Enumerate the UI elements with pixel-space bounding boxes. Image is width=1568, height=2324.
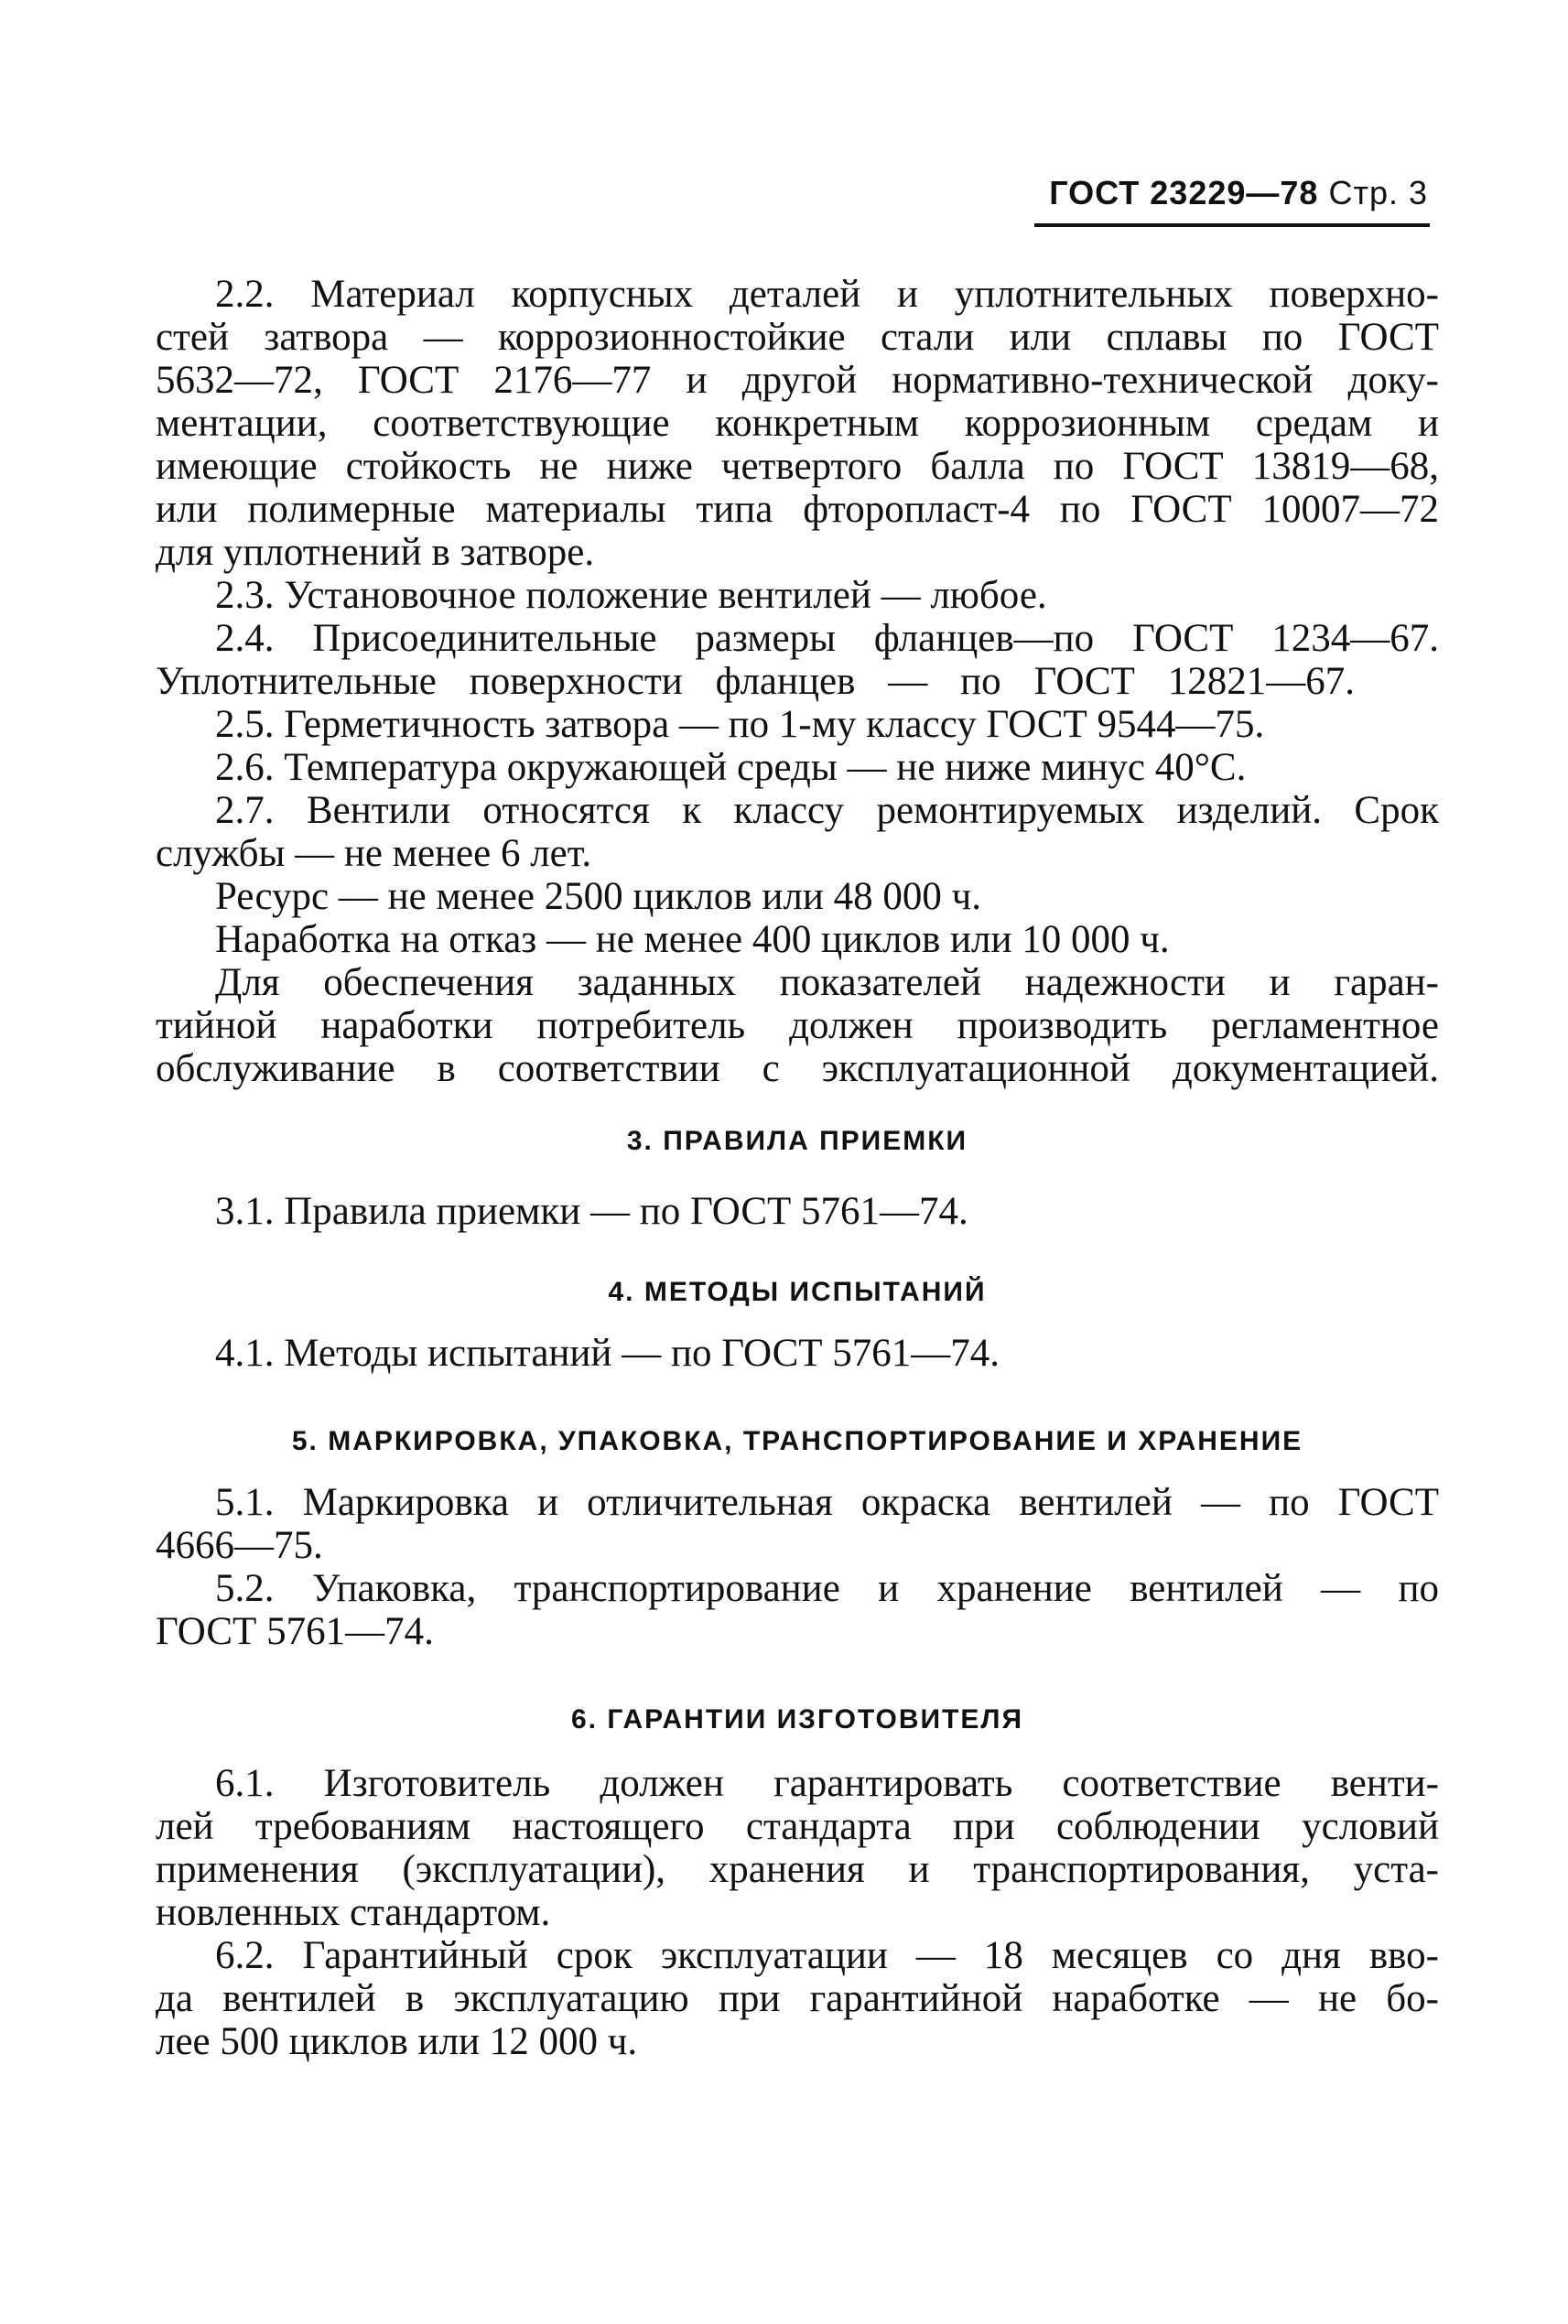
para-4-1: 4.1. Методы испытаний — по ГОСТ 5761—74. — [215, 1332, 1000, 1375]
para-2-7-line: 2.7. Вентили относятся к классу ремонтируемых изделий. Срок — [215, 789, 1439, 832]
para-6-1-line: новленных стандартом. — [156, 1891, 551, 1934]
para-6-2-line: 6.2. Гарантийный срок эксплуатации — 18 месяцев со дня вво- — [215, 1934, 1439, 1977]
header-rule — [1034, 223, 1430, 227]
para-2-5: 2.5. Герметичность затвора — по 1-му классу ГОСТ 9544—75. — [215, 703, 1265, 746]
reliability-line: обслуживание в соответствии с эксплуатационной документацией. — [156, 1047, 1439, 1090]
para-2-2-line: стей затвора — коррозионностойкие стали или сплавы по ГОСТ — [156, 316, 1439, 359]
para-6-1-line: применения (эксплуатации), хранения и транспортирования, уста- — [156, 1848, 1439, 1891]
para-5-1-line: 4666—75. — [156, 1524, 323, 1567]
section-6-heading: 6. ГАРАНТИИ ИЗГОТОВИТЕЛЯ — [570, 1704, 1023, 1735]
para-6-1-line: лей требованиям настоящего стандарта при соблюдении условий — [156, 1805, 1439, 1848]
para-2-4-line: 2.4. Присоединительные размеры фланцев—по ГОСТ 1234—67. — [215, 617, 1439, 660]
para-2-2-line: ментации, соответствующие конкретным коррозионным средам и — [156, 402, 1439, 445]
standard-number: ГОСТ 23229—78 — [1049, 174, 1319, 211]
section-5-heading: 5. МАРКИРОВКА, УПАКОВКА, ТРАНСПОРТИРОВАНИЕ И ХРАНЕНИЕ — [291, 1426, 1303, 1456]
para-5-2-line: 5.2. Упаковка, транспортирование и хранение вентилей — по — [215, 1567, 1439, 1610]
para-2-2-line: 2.2. Материал корпусных деталей и уплотнительных поверхно- — [215, 273, 1439, 316]
para-2-6: 2.6. Температура окружающей среды — не ниже минус 40°С. — [215, 746, 1247, 789]
para-2-2-line: 5632—72, ГОСТ 2176—77 и другой нормативно-технической доку- — [156, 359, 1439, 402]
section-4-heading: 4. МЕТОДЫ ИСПЫТАНИЙ — [608, 1277, 987, 1307]
para-2-3: 2.3. Установочное положение вентилей — любое. — [215, 574, 1047, 617]
reliability-line: Для обеспечения заданных показателей надежности и гаран- — [215, 961, 1439, 1004]
para-2-4-line: Уплотнительные поверхности фланцев — по ГОСТ 12821—67. — [156, 660, 1355, 703]
resource-line: Ресурс — не менее 2500 циклов или 48 000 ч. — [215, 875, 981, 918]
page-header — [1034, 174, 1428, 212]
para-6-1-line: 6.1. Изготовитель должен гарантировать соответствие венти- — [215, 1762, 1439, 1805]
reliability-line: тийной наработки потребитель должен производить регламентное — [156, 1004, 1439, 1047]
para-5-2-line: ГОСТ 5761—74. — [156, 1610, 434, 1653]
mtbf-line: Наработка на отказ — не менее 400 циклов или 10 000 ч. — [215, 918, 1170, 961]
para-2-2-line: или полимерные материалы типа фторопласт-4 по ГОСТ 10007—72 — [156, 488, 1439, 531]
para-6-2-line: лее 500 циклов или 12 000 ч. — [156, 2020, 638, 2063]
section-3-heading: 3. ПРАВИЛА ПРИЕМКИ — [626, 1126, 968, 1156]
para-3-1: 3.1. Правила приемки — по ГОСТ 5761—74. — [215, 1190, 968, 1233]
para-2-2-line: для уплотнений в затворе. — [156, 531, 595, 574]
para-2-2-line: имеющие стойкость не ниже четвертого балла по ГОСТ 13819—68, — [156, 445, 1439, 488]
para-6-2-line: да вентилей в эксплуатацию при гарантийной наработке — не бо- — [156, 1977, 1439, 2020]
page-number: Стр. 3 — [1328, 174, 1428, 211]
para-2-7-line: службы — не менее 6 лет. — [156, 832, 592, 875]
para-5-1-line: 5.1. Маркировка и отличительная окраска вентилей — по ГОСТ — [215, 1481, 1439, 1524]
